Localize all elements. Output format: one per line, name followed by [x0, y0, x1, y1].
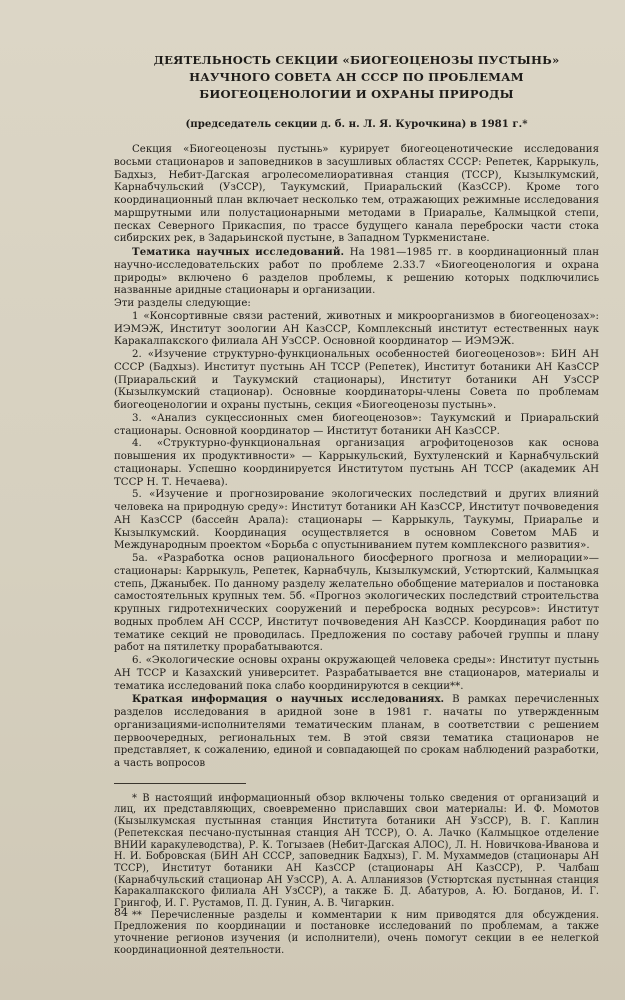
- list-item-5: 5. «Изучение и прогнозирование экологических последствий и других влияний человека на природную среду»: Институт ботаники АН КазССР, Институт почвоведения АН КазССР (бассейн Арала): стационары — Каррыкуль, Таукумы, Приаралье и Кызылкумский. Координация осуществляется в основном Советом МАБ и Международным проектом «Борьба с опустыниванием путем комплексного развития».: [114, 489, 599, 552]
- list-item-2: 2. «Изучение структурно-функциональных особенностей биогеоценозов»: БИН АН СССР (Бадхыз). Институт пустынь АН ТССР (Репетек), Институт ботаники АН КазССР (Приаральский и Таукумский стационары), Институт ботаники АН УзССР (Кызылкумский стационар). Основные координаторы-члены Совета по проблемам биогеоценологии и охраны пустынь, секция «Биогеоценозы пустынь».: [114, 349, 599, 411]
- list-item-6: 6. «Экологические основы охраны окружающей человека среды»: Институт пустынь АН ТССР и Казахский университет. Разрабатывается вне стационаров, материалы и тематика исследований пока слабо координируются в секции**.: [114, 655, 599, 692]
- footnote-divider: [114, 783, 246, 784]
- list-item-5a: 5а. «Разработка основ рационального биосферного прогноза и мелиорации»— стационары: Каррыкуль, Репетек, Карнабчуль, Кызылкумский, Устюртский, Калмыцкая степь, Джаныбек. По данному разделу желательно обобщение материалов и постановка самостоятельных крупных тем. 5б. «Прогноз экологических последствий строительства крупных гидротехнических сооружений и переброска водных ресурсов»: Институт водных проблем АН СССР, Институт почвоведения АН КазССР. Координация работ по тематике секций не проводилась. Предложения по составу рабочей группы и плану работ на пятилетку прорабатываются.: [114, 553, 599, 654]
- paragraph-intro: Секция «Биогеоценозы пустынь» курирует биогеоценотические исследования восьми стационаров и заповедников в засушливых областях СССР: Репетек, Каррыкуль, Бадхыз, Небит-Дагская агролесомелиоративная станция (ТССР), Кызылкумский, Карнабчульский (УзССР), Таукумский, Приаральский (КазССР). Кроме того координационный план включает несколько тем, отражающих режимные исследования маршрутными или полустационарными методами в Приаралье, Калмыцкой степи, песках Северного Прикаспия, по трассе будущего канала переброски части стока сибирских рек, в Задарьинской пустыне, в Западном Туркменистане.: [114, 144, 599, 245]
- footnotes: [114, 793, 599, 957]
- page-number: 84: [114, 906, 128, 919]
- paragraph-topics: [114, 246, 599, 298]
- paragraph-brief-info: [114, 693, 599, 771]
- list-item-3: 3. «Анализ сукцессионных смен биогеоценозов»: Таукумский и Приаральский стационары. Основной координатор — Институт ботаники АН КазССР.: [114, 412, 599, 437]
- page-title: ДЕЯТЕЛЬНОСТЬ СЕКЦИИ «БИОГЕОЦЕНОЗЫ ПУСТЫНЬ» НАУЧНОГО СОВЕТА АН СССР ПО ПРОБЛЕМАМ БИОГЕОЦЕНОЛОГИИ И ОХРАНЫ ПРИРОДЫ: [153, 53, 560, 101]
- brief-info-heading: Краткая информация о научных исследованиях.: [132, 693, 445, 706]
- footnote-1: * В настоящий информационный обзор включены только сведения от организаций и лиц, их представляющих, своевременно приславших свои материалы: И. Ф. Момотов (Кызылкумская пустынная станция Института ботаники АН УзССР), В. Г. Каплин (Репетекская песчано-пустынная станция АН ТССР), О. А. Лачко (Калмыцкое отделение ВНИИ каракулеводства), Р. К. Тогызаев (Небит-Дагская АЛОС), Л. Н. Новичкова-Иванова и Н. И. Бобровская (БИН АН СССР, заповедник Бадхыз), Г. М. Мухаммедов (стационары АН ТССР), Институт ботаники АН КазССР (стационары АН КазССР), Р. Чалбаш (Карнабчульский стационар АН УзССР), А. А. Алланиязов (Устюртская пустынная станция Каракалпакского филиала АН УзССР), а также Б. Д. Абатуров, А. Ю. Богданов, И. Г. Грингоф, И. Г. Рустамов, П. Д. Гунин, А. В. Чигаркин.: [114, 792, 599, 910]
- topics-heading: Тематика научных исследований.: [132, 246, 345, 258]
- main-text: [114, 144, 599, 771]
- list-item-4: 4. «Структурно-функциональная организация агрофитоценозов как основа повышения их продуктивности» — Каррыкульский, Бухтуленский и Карнабчульский стационары. Успешно координируется Институтом пустынь АН ТССР (академик АН ТССР Н. Т. Нечаева).: [114, 438, 599, 488]
- topics-text: На 1981—1985 гг. в координационный план научно-исследовательских работ по проблеме 2.33.7 «Биогеоценология и охрана природы» включено 6 разделов проблемы, к решению которых подключились названные аридные стационары и организации.: [114, 247, 599, 297]
- footnote-2: ** Перечисленные разделы и комментарии к ним приводятся для обсуждения. Предложения по координации и постановке исследований по проблемам, а также уточнение регионов изучения (и исполнители), очень помогут секции в ее нелегкой координационной деятельности.: [114, 909, 599, 956]
- page-subtitle: (председатель секции д. б. н. Л. Я. Курочкина) в 1981 г.*: [185, 118, 528, 130]
- list-item-1: 1 «Консортивные связи растений, животных и микроорганизмов в биогеоценозах»: ИЭМЭЖ, Институт зоологии АН КазССР, Комплексный институт естественных наук Каракалпакского филиала АН УзССР. Основной координатор — ИЭМЭЖ.: [114, 310, 599, 348]
- paragraph-list-intro: Эти разделы следующие:: [114, 298, 251, 309]
- brief-info-text: В рамках перечисленных разделов исследования в аридной зоне в 1981 г. начаты по утвержденным организациями-исполнителями тематическим планам, в соответствии с решением первоочередных, региональных тем. В этой связи тематика стационаров не представляет, к сожалению, единой и совпадающей по срокам наблюдений разработки, а часть вопросов: [114, 694, 599, 769]
